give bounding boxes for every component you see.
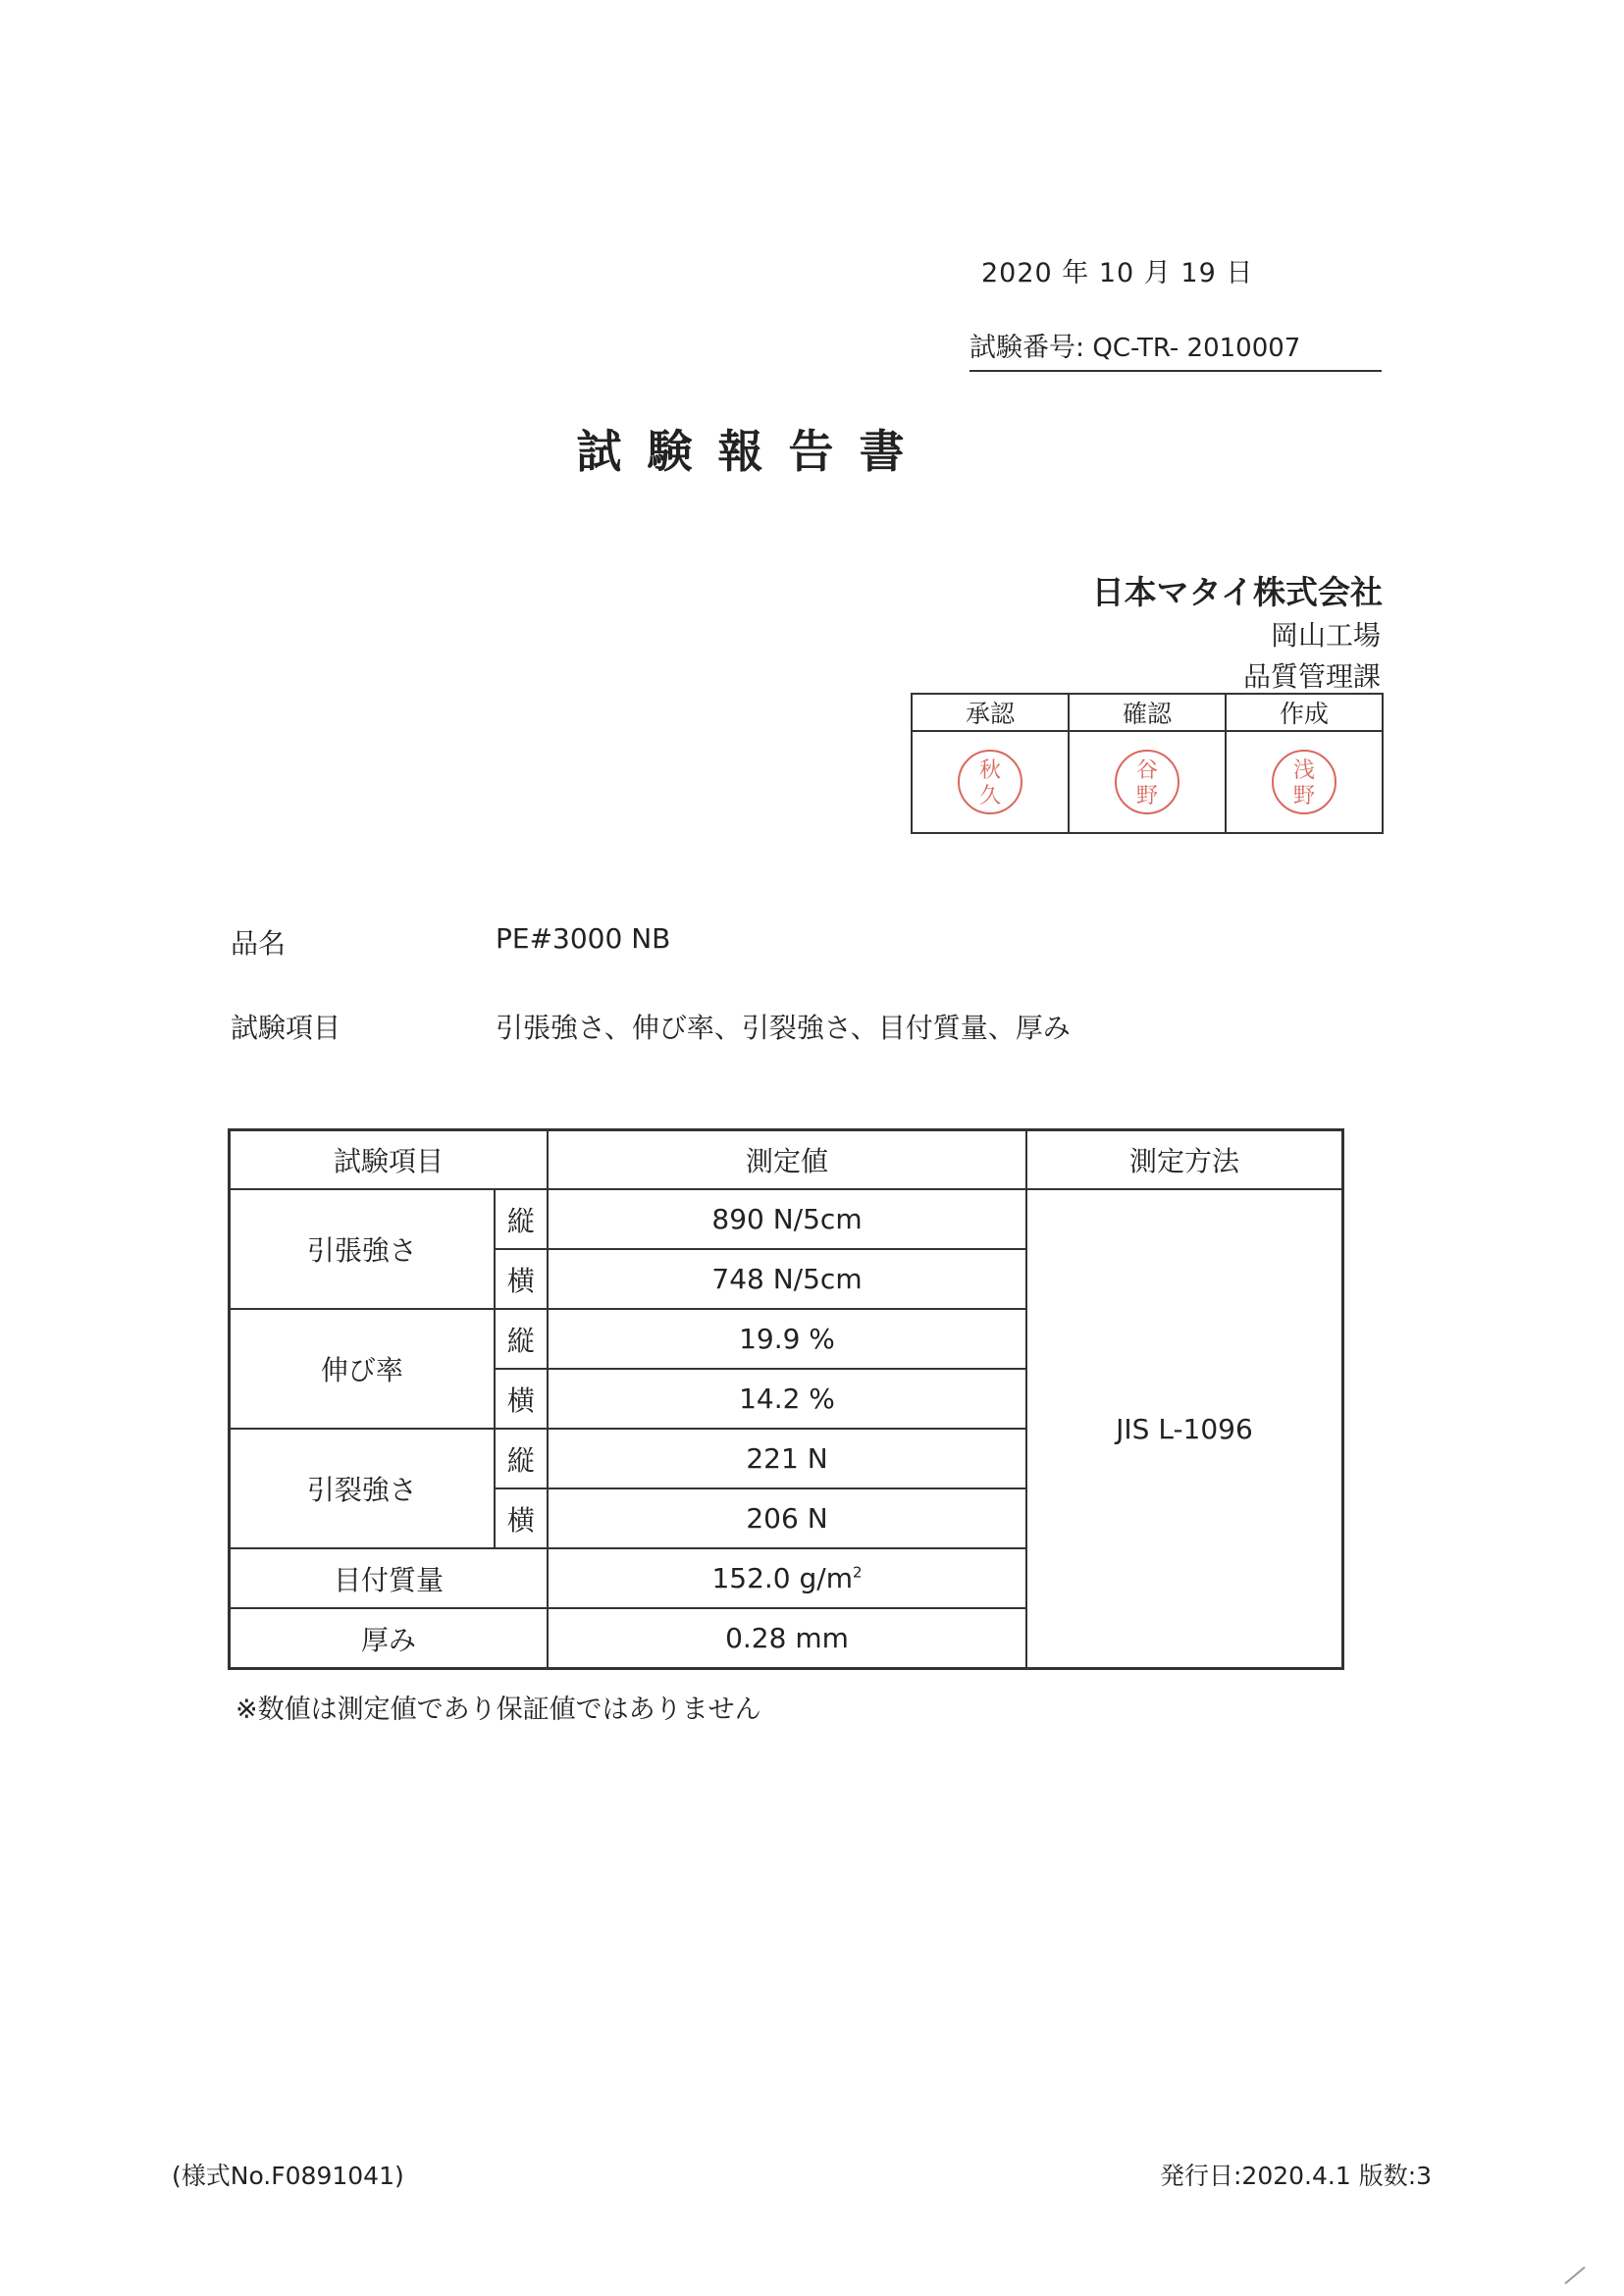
elongation-weft-value: 14.2 % [548,1369,1026,1429]
table-row [230,1189,1343,1249]
test-number [969,326,1382,372]
direction-weft: 横 [495,1249,548,1309]
header-test-item: 試験項目 [230,1130,549,1190]
elongation-warp-value: 19.9 % [548,1309,1026,1369]
tensile-weft-value: 748 N/5cm [548,1249,1026,1309]
factory-name: 岡山工場 [1270,619,1381,652]
tear-strength-label: 引裂強さ [230,1429,495,1548]
direction-warp: 縦 [495,1189,548,1249]
seal-char: 野 [1135,784,1158,809]
results-table [228,1128,1344,1670]
test-items-value: 引張強さ、伸び率、引裂強さ、目付質量、厚み [496,1012,1071,1044]
method-value: JIS L-1096 [1026,1189,1343,1669]
direction-weft: 横 [495,1369,548,1429]
seal-char: 久 [978,784,1001,809]
product-name-label: 品名 [231,927,287,960]
check-seal-cell [1069,731,1226,833]
header-method: 測定方法 [1026,1130,1343,1190]
seal-char: 浅 [1292,758,1315,783]
department-name: 品質管理課 [1242,660,1381,693]
scan-mark [1564,2267,1585,2284]
product-name-value: PE#3000 NB [496,922,671,955]
elongation-label: 伸び率 [230,1309,495,1429]
check-seal [1115,750,1179,814]
approval-header-author: 作成 [1226,694,1383,731]
seal-char: 野 [1292,784,1315,809]
company-name: 日本マタイ株式会社 [1091,573,1383,611]
author-seal [1272,750,1336,814]
form-number: (様式No.F0891041) [172,2162,404,2190]
tensile-strength-label: 引張強さ [230,1189,495,1309]
tear-weft-value: 206 N [548,1488,1026,1548]
mass-value [548,1548,1026,1608]
author-seal-cell [1226,731,1383,833]
approval-header-approve: 承認 [912,694,1069,731]
test-number-label: 試験番号: [969,333,1085,363]
thickness-value: 0.28 mm [548,1608,1026,1669]
seal-char: 秋 [978,758,1001,783]
mass-unit-exponent: 2 [853,1563,863,1582]
document-title: 試験報告書 [576,425,930,478]
results-header-row [230,1130,1343,1190]
footnote: ※数値は測定値であり保証値ではありません [236,1695,761,1725]
report-date: 2020 年 10 月 19 日 [981,258,1254,288]
mass-number: 152.0 g/m [711,1562,853,1594]
thickness-label: 厚み [230,1608,549,1669]
tensile-warp-value: 890 N/5cm [548,1189,1026,1249]
direction-warp: 縦 [495,1429,548,1488]
mass-label: 目付質量 [230,1548,549,1608]
seal-char: 谷 [1135,758,1158,783]
test-items-label: 試験項目 [231,1012,341,1044]
test-number-value: QC-TR- 2010007 [1092,334,1301,363]
approve-seal [958,750,1022,814]
approval-seal-cell [912,731,1069,833]
issue-info: 発行日:2020.4.1 版数:3 [1160,2162,1433,2190]
header-measured-value: 測定値 [548,1130,1026,1190]
approval-stamp-box [911,693,1384,834]
direction-warp: 縦 [495,1309,548,1369]
approval-header-check: 確認 [1069,694,1226,731]
tear-warp-value: 221 N [548,1429,1026,1488]
direction-weft: 横 [495,1488,548,1548]
